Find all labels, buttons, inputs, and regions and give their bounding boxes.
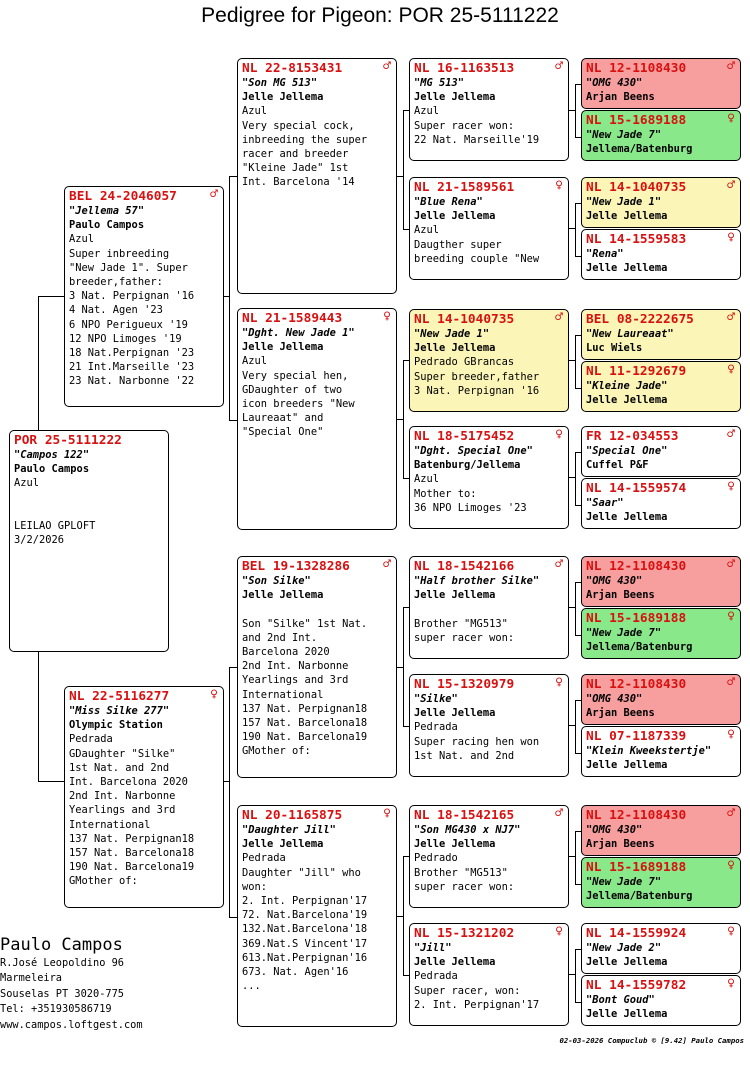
ring-text: NL 21-1589443	[242, 311, 343, 326]
connector-line	[575, 831, 582, 885]
owner-name: Jelle Jellema	[586, 394, 668, 407]
ring-text: NL 18-1542165	[414, 808, 515, 823]
owner-name: Cuffel P&F	[586, 459, 649, 472]
owner-name: Batenburg/Jellema	[414, 459, 521, 472]
ring-text: BEL 24-2046057	[69, 189, 177, 204]
pigeon-note: Super breeder,father	[414, 370, 540, 383]
ring-text: NL 15-1689188	[586, 860, 687, 875]
owner-name: Olympic Station	[69, 719, 163, 732]
ring-text: NL 15-1689188	[586, 611, 687, 626]
ring-number	[586, 180, 736, 195]
ring-number	[586, 481, 736, 496]
ring-text: NL 14-1559583	[586, 232, 687, 247]
pigeon-note: Mother to:	[414, 487, 477, 500]
connector-line	[575, 84, 582, 138]
ring-number	[414, 429, 564, 444]
ring-number	[414, 559, 564, 574]
pigeon-note: Super racer won:	[414, 119, 515, 132]
ring-number	[586, 677, 736, 692]
breeder-phone: Tel: +351930586719	[0, 1003, 112, 1016]
ring-text: NL 18-1542166	[414, 559, 515, 574]
great-grandparent-card[interactable]	[581, 726, 741, 777]
female-icon: ♀	[727, 976, 735, 991]
pigeon-note: breeding couple "New	[414, 252, 540, 265]
pigeon-note: 18 Nat.Perpignan '23	[69, 347, 195, 360]
pigeon-note: International	[69, 818, 151, 831]
ring-number	[586, 808, 736, 823]
pigeon-note: 4 Nat. Agen '23	[69, 304, 163, 317]
ring-text: NL 16-1163513	[414, 61, 515, 76]
ancestor-card-ssd[interactable]	[409, 177, 569, 280]
pigeon-name: "Half brother Silke"	[414, 575, 540, 587]
owner-name: Jelle Jellema	[586, 262, 668, 275]
sire-card[interactable]	[64, 186, 224, 407]
pigeon-note: Daughter "Jill" who	[242, 866, 361, 879]
ring-text: NL 15-1321202	[414, 926, 515, 941]
pigeon-note: 1st Nat. and 2nd	[414, 749, 515, 762]
connector-line	[575, 452, 582, 506]
male-icon: ♂	[383, 59, 391, 74]
connector-line	[575, 335, 582, 389]
pigeon-note: and 2nd Int.	[242, 631, 318, 644]
ring-number	[414, 312, 564, 327]
pigeon-name: "Rena"	[586, 248, 624, 260]
male-icon: ♂	[727, 427, 735, 442]
great-grandparent-card[interactable]	[581, 556, 741, 607]
ancestor-card-dd[interactable]	[237, 805, 397, 1027]
female-icon: ♀	[727, 362, 735, 377]
connector-line	[403, 110, 410, 230]
ring-text: NL 15-1320979	[414, 677, 515, 692]
pigeon-name: "New Jade 7"	[586, 876, 662, 888]
ring-text: NL 07-1187339	[586, 729, 687, 744]
owner-name: Jelle Jellema	[242, 341, 324, 354]
great-grandparent-card[interactable]	[581, 309, 741, 360]
pigeon-note: icon breeders "New	[242, 398, 355, 411]
owner-name: Paulo Campos	[14, 463, 90, 476]
pigeon-note: Pedrado GBrancas	[414, 356, 515, 369]
ancestor-card-dsd[interactable]	[409, 674, 569, 777]
dam-card[interactable]	[64, 686, 224, 908]
ring-text: FR 12-034553	[586, 429, 679, 444]
pigeon-note: 6 NPO Perigueux '19	[69, 318, 188, 331]
pigeon-note: 157 Nat. Barcelona18	[69, 847, 195, 860]
owner-name: Arjan Beens	[586, 707, 655, 720]
pigeon-note: Very special hen,	[242, 369, 349, 382]
owner-name: Jelle Jellema	[414, 210, 496, 223]
ring-number	[586, 429, 736, 444]
pigeon-note: 157 Nat. Barcelona18	[242, 717, 368, 730]
pigeon-note: "Kleine Jade" 1st	[242, 162, 349, 175]
ancestor-card-sds[interactable]	[409, 309, 569, 412]
connector-line	[403, 360, 410, 479]
owner-name: Jelle Jellema	[586, 210, 668, 223]
connector-line	[575, 949, 582, 1003]
pigeon-note: 2. Int. Perpignan'17	[414, 998, 540, 1011]
owner-name: Jelle Jellema	[586, 759, 668, 772]
great-grandparent-card[interactable]	[581, 674, 741, 725]
pigeon-name: "New Jade 1"	[586, 196, 662, 208]
ring-text: BEL 19-1328286	[242, 559, 350, 574]
breeder-town: Marmeleira	[0, 972, 62, 985]
pigeon-name: "Miss Silke 277"	[69, 705, 170, 717]
male-icon: ♂	[555, 59, 563, 74]
connector-line	[229, 176, 238, 421]
great-grandparent-card[interactable]	[581, 608, 741, 659]
footer-credit: 02-03-2026 Compuclub © [9.42] Paulo Campos	[559, 1036, 744, 1045]
ring-text: NL 12-1108430	[586, 677, 687, 692]
ring-number	[414, 926, 564, 941]
ring-number	[586, 729, 736, 744]
pigeon-note: Super racing hen won	[414, 735, 540, 748]
pigeon-note: GDaughter of two	[242, 383, 343, 396]
pigeon-note: 613.Nat.Perpignan'16	[242, 951, 368, 964]
pigeon-name: "MG 513"	[414, 77, 465, 89]
ring-number	[414, 180, 564, 195]
pigeon-note: 2nd Int. Narbonne	[242, 660, 349, 673]
ring-text: NL 20-1165875	[242, 808, 343, 823]
female-icon: ♀	[555, 178, 563, 193]
ancestor-card-dds[interactable]	[409, 805, 569, 908]
connector-line	[575, 700, 582, 754]
pigeon-note: Int. Barcelona 2020	[69, 776, 188, 789]
ring-text: NL 14-1559782	[586, 978, 687, 993]
male-icon: ♂	[210, 187, 218, 202]
connector-line	[229, 667, 238, 918]
female-icon: ♀	[555, 924, 563, 939]
ring-number	[586, 860, 736, 875]
page-title: Pedigree for Pigeon: POR 25-5111222	[201, 4, 559, 27]
owner-name: Jelle Jellema	[586, 956, 668, 969]
pigeon-note: "New Jade 1". Super	[69, 261, 188, 274]
pigeon-note: 3 Nat. Perpignan '16	[69, 290, 195, 303]
female-icon: ♀	[727, 230, 735, 245]
female-icon: ♀	[727, 727, 735, 742]
ancestor-card-dss[interactable]	[409, 556, 569, 659]
pigeon-note: Pedrada	[69, 733, 113, 746]
connector-line	[575, 203, 582, 257]
male-icon: ♂	[727, 675, 735, 690]
owner-name: Jelle Jellema	[414, 91, 496, 104]
pigeon-name: "OMG 430"	[586, 693, 643, 705]
pigeon-name: "Jellema 57"	[69, 205, 145, 217]
male-icon: ♂	[383, 557, 391, 572]
ring-number	[586, 926, 736, 941]
ring-text: NL 11-1292679	[586, 364, 687, 379]
connector-line	[38, 296, 65, 431]
pigeon-name: "Son MG 513"	[242, 77, 318, 89]
pigeon-name: "Saar"	[586, 497, 624, 509]
great-grandparent-card[interactable]	[581, 58, 741, 109]
pigeon-note: Yearlings and 3rd	[69, 804, 176, 817]
pigeon-name: "OMG 430"	[586, 824, 643, 836]
pigeon-note: 3 Nat. Perpignan '16	[414, 384, 540, 397]
ring-number	[586, 559, 736, 574]
pigeon-note: International	[242, 688, 324, 701]
pigeon-name: "New Jade 2"	[586, 942, 662, 954]
pigeon-name: "Dght. New Jade 1"	[242, 327, 355, 339]
ring-number	[586, 232, 736, 247]
owner-name: Jelle Jellema	[586, 1008, 668, 1021]
breeder-postcode: Souselas PT 3020-775	[0, 987, 124, 1000]
male-icon: ♂	[555, 557, 563, 572]
ring-number	[242, 311, 392, 326]
female-icon: ♀	[727, 609, 735, 624]
breeder-name: Paulo Campos	[0, 935, 123, 955]
ring-text: NL 12-1108430	[586, 808, 687, 823]
pigeon-note	[14, 491, 164, 505]
pigeon-note: Azul	[69, 233, 95, 246]
male-icon: ♂	[727, 59, 735, 74]
pigeon-note: Int. Barcelona '14	[242, 176, 355, 189]
pigeon-note: 2nd Int. Narbonne	[69, 790, 176, 803]
ring-text: NL 14-1559924	[586, 926, 687, 941]
owner-name: Jelle Jellema	[414, 707, 496, 720]
pigeon-note: Very special cock,	[242, 119, 355, 132]
pigeon-note: Pedrada	[414, 721, 458, 734]
female-icon: ♀	[210, 687, 218, 702]
male-icon: ♂	[555, 310, 563, 325]
pigeon-name: "Dght. Special One"	[414, 445, 533, 457]
owner-name: Arjan Beens	[586, 838, 655, 851]
ring-text: NL 12-1108430	[586, 559, 687, 574]
ancestor-card-ddd[interactable]	[409, 923, 569, 1026]
pigeon-name: "Son MG430 x NJ7"	[414, 824, 521, 836]
great-grandparent-card[interactable]	[581, 110, 741, 161]
pigeon-note: super racer won:	[414, 631, 515, 644]
connector-line	[403, 607, 410, 727]
pigeon-note: Yearlings and 3rd	[242, 674, 349, 687]
pigeon-name: "New Jade 7"	[586, 129, 662, 141]
pigeon-note: super racer won:	[414, 880, 515, 893]
pigeon-name: "Silke"	[414, 693, 458, 705]
ring-text: NL 12-1108430	[586, 61, 687, 76]
great-grandparent-card[interactable]	[581, 923, 741, 974]
ring-number	[414, 677, 564, 692]
ring-number	[586, 312, 736, 327]
ring-text: NL 18-5175452	[414, 429, 515, 444]
pigeon-name: "Special One"	[586, 445, 668, 457]
owner-name: Arjan Beens	[586, 91, 655, 104]
ring-number	[14, 433, 164, 448]
pigeon-note: racer and breeder	[242, 148, 349, 161]
ring-number	[414, 61, 564, 76]
breeder-address-line: R.José Leopoldino 96	[0, 957, 124, 969]
female-icon: ♀	[727, 924, 735, 939]
pigeon-name: "Daughter Jill"	[242, 824, 336, 836]
connector-line	[403, 856, 410, 976]
ancestor-card-sss[interactable]	[409, 58, 569, 161]
pigeon-note: Super racer, won:	[414, 984, 521, 997]
pigeon-note: ...	[242, 980, 261, 993]
pigeon-name: "New Jade 1"	[414, 328, 490, 340]
owner-name: Jelle Jellema	[414, 589, 496, 602]
ring-text: POR 25-5111222	[14, 433, 122, 448]
ancestor-card-sdd[interactable]	[409, 426, 569, 529]
pigeon-note: Barcelona 2020	[242, 646, 330, 659]
ring-number	[69, 689, 219, 704]
owner-name: Jellema/Batenburg	[586, 641, 693, 654]
pigeon-note: Pedrada	[242, 852, 286, 865]
pigeon-name: "New Laureaat"	[586, 328, 674, 340]
ring-number	[242, 61, 392, 76]
ancestor-card-ss[interactable]	[237, 58, 397, 294]
owner-name: Jelle Jellema	[414, 956, 496, 969]
pigeon-name: "Son Silke"	[242, 575, 311, 587]
female-icon: ♀	[727, 111, 735, 126]
ring-number	[586, 61, 736, 76]
pigeon-note: 72. Nat.Barcelona'19	[242, 909, 368, 922]
pigeon-note	[414, 602, 564, 616]
great-grandparent-card[interactable]	[581, 975, 741, 1026]
owner-name: Jelle Jellema	[414, 838, 496, 851]
owner-name: Jelle Jellema	[414, 342, 496, 355]
ring-text: NL 22-8153431	[242, 61, 343, 76]
ancestor-card-ds[interactable]	[237, 556, 397, 778]
male-icon: ♂	[727, 557, 735, 572]
owner-name: Jellema/Batenburg	[586, 143, 693, 156]
pigeon-note: Azul	[242, 355, 268, 368]
male-icon: ♂	[555, 806, 563, 821]
pigeon-note: GDaughter "Silke"	[69, 747, 176, 760]
owner-name: Arjan Beens	[586, 589, 655, 602]
pigeon-note: inbreeding the super	[242, 133, 368, 146]
pigeon-note: 190 Nat. Barcelona19	[69, 861, 195, 874]
pigeon-note: GMother of:	[69, 875, 138, 888]
female-icon: ♀	[727, 479, 735, 494]
great-grandparent-card[interactable]	[581, 805, 741, 856]
pigeon-note: 22 Nat. Marseille'19	[414, 133, 540, 146]
ring-text: NL 14-1040735	[586, 180, 687, 195]
breeder-info	[0, 935, 175, 1033]
pigeon-note: LEILAO GPLOFT	[14, 520, 96, 533]
pigeon-name: "Kleine Jade"	[586, 380, 668, 392]
pigeon-name: "Jill"	[414, 942, 452, 954]
pigeon-note: breeder,father:	[69, 276, 163, 289]
subject-pigeon-card[interactable]	[9, 430, 169, 652]
pigeon-note: Pedrada	[414, 970, 458, 983]
ring-number	[586, 611, 736, 626]
pigeon-note: won:	[242, 880, 268, 893]
pigeon-note: Pedrado	[414, 852, 458, 865]
great-grandparent-card[interactable]	[581, 229, 741, 280]
pigeon-note: 21 Int.Marseille '23	[69, 361, 195, 374]
ring-number	[242, 808, 392, 823]
ring-text: BEL 08-2222675	[586, 312, 694, 327]
ring-number	[69, 189, 219, 204]
breeder-website[interactable]: www.campos.loftgest.com	[0, 1018, 143, 1031]
ring-text: NL 21-1589561	[414, 180, 515, 195]
great-grandparent-card[interactable]	[581, 426, 741, 477]
owner-name: Jellema/Batenburg	[586, 890, 693, 903]
connector-line	[38, 652, 65, 782]
male-icon: ♂	[727, 310, 735, 325]
ring-number	[586, 364, 736, 379]
ring-number	[242, 559, 392, 574]
owner-name: Jelle Jellema	[242, 838, 324, 851]
pigeon-note: Azul	[414, 224, 440, 237]
pigeon-note	[14, 505, 164, 519]
owner-name: Jelle Jellema	[242, 589, 324, 602]
pigeon-note: Brother "MG513"	[414, 866, 508, 879]
pigeon-note: Son "Silke" 1st Nat.	[242, 617, 368, 630]
ring-text: NL 22-5116277	[69, 689, 170, 704]
pigeon-note: 190 Nat. Barcelona19	[242, 731, 368, 744]
male-icon: ♂	[727, 178, 735, 193]
pigeon-name: "Klein Kweekstertje"	[586, 745, 712, 757]
pigeon-name: "OMG 430"	[586, 77, 643, 89]
pigeon-note: Azul	[414, 473, 440, 486]
ring-number	[586, 113, 736, 128]
great-grandparent-card[interactable]	[581, 478, 741, 529]
female-icon: ♀	[383, 309, 391, 324]
female-icon: ♀	[555, 675, 563, 690]
pigeon-note: 12 NPO Limoges '19	[69, 332, 182, 345]
great-grandparent-card[interactable]	[581, 857, 741, 908]
pigeon-note: 2. Int. Perpignan'17	[242, 895, 368, 908]
pigeon-name: "Blue Rena"	[414, 196, 483, 208]
connector-line	[575, 582, 582, 636]
owner-name: Paulo Campos	[69, 219, 145, 232]
pigeon-note: 23 Nat. Narbonne '22	[69, 375, 195, 388]
ancestor-card-sd[interactable]	[237, 308, 397, 530]
ring-text: NL 15-1689188	[586, 113, 687, 128]
pigeon-note: Laureaat" and	[242, 412, 324, 425]
ring-text: NL 14-1559574	[586, 481, 687, 496]
pigeon-name: "Campos 122"	[14, 449, 90, 461]
pigeon-note: Azul	[414, 105, 440, 118]
pigeon-note: Azul	[14, 477, 40, 490]
ring-number	[586, 978, 736, 993]
owner-name: Jelle Jellema	[586, 511, 668, 524]
pigeon-note: 3/2/2026	[14, 534, 65, 547]
female-icon: ♀	[727, 858, 735, 873]
pigeon-note: 137 Nat. Perpignan18	[69, 832, 195, 845]
pigeon-note: "Special One"	[242, 426, 324, 439]
ring-number	[414, 808, 564, 823]
pigeon-name: "OMG 430"	[586, 575, 643, 587]
pigeon-note: Super inbreeding	[69, 247, 170, 260]
pigeon-note	[242, 602, 392, 616]
female-icon: ♀	[383, 806, 391, 821]
male-icon: ♂	[727, 806, 735, 821]
pigeon-note: 673. Nat. Agen'16	[242, 966, 349, 979]
ring-text: NL 14-1040735	[414, 312, 515, 327]
great-grandparent-card[interactable]	[581, 361, 741, 412]
great-grandparent-card[interactable]	[581, 177, 741, 228]
pigeon-name: "New Jade 7"	[586, 627, 662, 639]
pigeon-note: Azul	[242, 105, 268, 118]
pigeon-note: 132.Nat.Barcelona'18	[242, 923, 368, 936]
pigeon-note: Daugther super	[414, 238, 502, 251]
pigeon-note: 36 NPO Limoges '23	[414, 501, 527, 514]
pigeon-name: "Bont Goud"	[586, 994, 655, 1006]
pigeon-note: 137 Nat. Perpignan18	[242, 702, 368, 715]
owner-name: Jelle Jellema	[242, 91, 324, 104]
owner-name: Luc Wiels	[586, 342, 643, 355]
pigeon-note: GMother of:	[242, 745, 311, 758]
pigeon-note: 1st Nat. and 2nd	[69, 761, 170, 774]
pigeon-note: 369.Nat.S Vincent'17	[242, 937, 368, 950]
pigeon-note: Brother "MG513"	[414, 617, 508, 630]
female-icon: ♀	[555, 427, 563, 442]
